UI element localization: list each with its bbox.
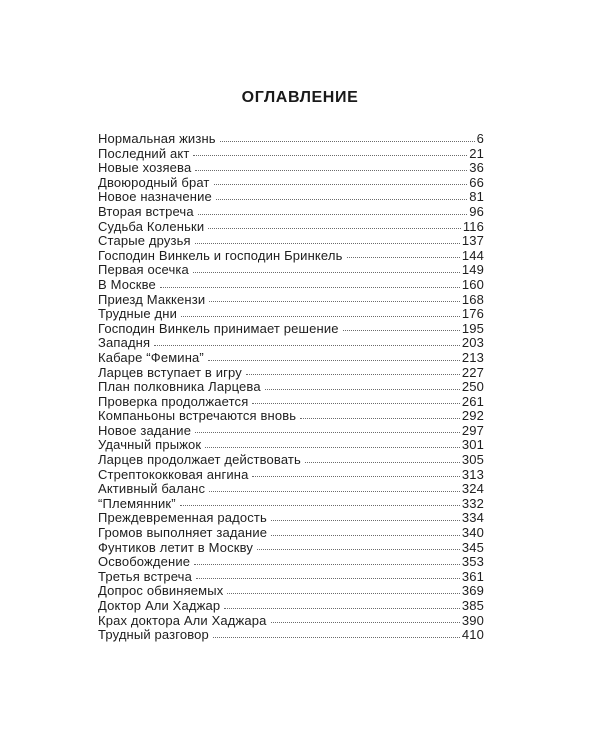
toc-entry xyxy=(98,511,484,526)
toc-entry xyxy=(98,322,484,337)
toc-entry-title: Допрос обвиняемых xyxy=(98,583,224,599)
table-of-contents xyxy=(98,132,484,643)
toc-entry-title: Судьба Коленьки xyxy=(98,218,205,234)
dot-leader xyxy=(194,563,460,565)
toc-entry xyxy=(98,614,484,629)
toc-entry-page-number: 385 xyxy=(461,598,484,613)
toc-entry-page-number: 213 xyxy=(461,349,484,365)
dot-leader xyxy=(271,534,460,536)
toc-entry xyxy=(98,482,484,497)
toc-entry-title: Господин Винкель принимает решение xyxy=(98,320,339,336)
toc-entry-title: В Москве xyxy=(98,276,156,292)
dot-leader xyxy=(252,402,459,404)
toc-entry-page-number: 345 xyxy=(461,539,484,555)
toc-entry xyxy=(98,307,484,322)
toc-entry-title: Новое задание xyxy=(98,422,192,438)
toc-entry-title: Освобождение xyxy=(98,554,191,570)
dot-leader xyxy=(195,431,460,433)
toc-entry xyxy=(98,438,484,453)
dot-leader xyxy=(154,344,460,346)
dot-leader xyxy=(180,504,460,506)
dot-leader xyxy=(271,621,460,623)
dot-leader xyxy=(214,183,468,185)
dot-leader xyxy=(224,607,460,609)
toc-entry xyxy=(98,555,484,570)
toc-entry-title: Первая осечка xyxy=(98,262,189,278)
dot-leader xyxy=(347,256,460,258)
toc-entry-title: Крах доктора Али Хаджара xyxy=(98,612,267,628)
toc-entry xyxy=(98,263,484,278)
toc-entry-title: Стрептококковая ангина xyxy=(98,466,249,482)
dot-leader xyxy=(209,490,460,492)
toc-entry-title: Третья встреча xyxy=(98,568,192,584)
toc-entry xyxy=(98,409,484,424)
toc-entry-title: Двоюродный брат xyxy=(98,174,210,190)
toc-entry xyxy=(98,147,484,162)
toc-entry xyxy=(98,570,484,585)
toc-entry-page-number: 301 xyxy=(461,437,484,453)
toc-entry-page-number: 332 xyxy=(461,495,484,511)
toc-entry xyxy=(98,526,484,541)
toc-entry-title: Господин Винкель и господин Бринкель xyxy=(98,247,343,263)
toc-entry-page-number: 176 xyxy=(461,306,484,322)
toc-entry-page-number: 66 xyxy=(469,174,484,190)
toc-entry-title: Активный баланс xyxy=(98,481,206,497)
toc-entry-title: Нормальная жизнь xyxy=(98,131,216,146)
toc-entry-title: Новое назначение xyxy=(98,189,212,205)
toc-entry xyxy=(98,161,484,176)
toc-entry-page-number: 390 xyxy=(461,612,484,628)
toc-entry-title: Доктор Али Хаджар xyxy=(98,598,221,613)
toc-entry-title: Последний акт xyxy=(98,145,190,161)
toc-entry xyxy=(98,395,484,410)
toc-entry-page-number: 168 xyxy=(461,291,484,307)
toc-entry-title: Проверка продолжается xyxy=(98,393,249,409)
toc-entry-title: Приезд Маккензи xyxy=(98,291,206,307)
toc-entry-title: Старые друзья xyxy=(98,233,191,249)
dot-leader xyxy=(198,213,468,215)
toc-entry xyxy=(98,220,484,235)
toc-entry-page-number: 305 xyxy=(461,452,484,468)
toc-entry-page-number: 410 xyxy=(461,627,484,643)
toc-entry xyxy=(98,366,484,381)
toc-entry-title: Громов выполняет задание xyxy=(98,525,268,541)
toc-entry-page-number: 361 xyxy=(461,568,484,584)
toc-entry xyxy=(98,497,484,512)
dot-leader xyxy=(195,242,460,244)
dot-leader xyxy=(196,577,460,579)
dot-leader xyxy=(213,636,460,638)
toc-entry-page-number: 292 xyxy=(461,408,484,424)
dot-leader xyxy=(208,359,460,361)
toc-entry-page-number: 334 xyxy=(461,510,484,526)
toc-entry-page-number: 96 xyxy=(469,203,484,219)
toc-entry-page-number: 203 xyxy=(461,335,484,351)
toc-entry xyxy=(98,453,484,468)
dot-leader xyxy=(252,475,459,477)
toc-entry-title: Трудный разговор xyxy=(98,627,209,643)
toc-entry xyxy=(98,380,484,395)
toc-entry-page-number: 297 xyxy=(461,422,484,438)
toc-entry xyxy=(98,541,484,556)
toc-entry-page-number: 81 xyxy=(469,189,484,205)
dot-leader xyxy=(208,227,461,229)
toc-entry xyxy=(98,584,484,599)
toc-entry-page-number: 313 xyxy=(461,466,484,482)
toc-entry-title: Фунтиков летит в Москву xyxy=(98,539,254,555)
toc-entry-page-number: 353 xyxy=(461,554,484,570)
dot-leader xyxy=(220,140,475,142)
toc-entry-title: Ларцев вступает в игру xyxy=(98,364,242,380)
toc-entry-page-number: 324 xyxy=(461,481,484,497)
toc-entry-page-number: 227 xyxy=(461,364,484,380)
toc-entry xyxy=(98,249,484,264)
toc-entry-title: Удачный прыжок xyxy=(98,437,202,453)
dot-leader xyxy=(209,300,460,302)
toc-entry xyxy=(98,176,484,191)
dot-leader xyxy=(271,519,460,521)
dot-leader xyxy=(193,154,467,156)
toc-entry xyxy=(98,599,484,614)
toc-entry-title: Ларцев продолжает действовать xyxy=(98,452,301,468)
toc-entry-title: Компаньоны встречаются вновь xyxy=(98,408,297,424)
toc-entry xyxy=(98,336,484,351)
toc-entry-title: Западня xyxy=(98,335,151,351)
toc-entry-title: План полковника Ларцева xyxy=(98,379,261,395)
toc-entry-page-number: 261 xyxy=(461,393,484,409)
dot-leader xyxy=(193,271,460,273)
dot-leader xyxy=(195,169,467,171)
toc-entry-title: Кабаре “Фемина” xyxy=(98,349,204,365)
toc-entry xyxy=(98,205,484,220)
toc-entry-page-number: 21 xyxy=(469,145,484,161)
toc-entry-page-number: 250 xyxy=(461,379,484,395)
dot-leader xyxy=(227,592,459,594)
toc-entry xyxy=(98,132,484,147)
dot-leader xyxy=(265,388,460,390)
toc-entry xyxy=(98,351,484,366)
dot-leader xyxy=(181,315,460,317)
toc-entry-page-number: 160 xyxy=(461,276,484,292)
toc-entry-page-number: 6 xyxy=(476,131,484,146)
toc-entry-page-number: 137 xyxy=(461,233,484,249)
toc-entry-title: “Племянник” xyxy=(98,495,176,511)
toc-entry-page-number: 144 xyxy=(461,247,484,263)
toc-entry-title: Трудные дни xyxy=(98,306,177,322)
toc-entry xyxy=(98,234,484,249)
dot-leader xyxy=(205,446,460,448)
toc-entry-title: Вторая встреча xyxy=(98,203,194,219)
toc-entry xyxy=(98,424,484,439)
toc-entry-page-number: 340 xyxy=(461,525,484,541)
dot-leader xyxy=(300,417,460,419)
toc-entry xyxy=(98,190,484,205)
toc-entry-title: Преждевременная радость xyxy=(98,510,267,526)
toc-entry xyxy=(98,468,484,483)
dot-leader xyxy=(343,329,460,331)
toc-entry-title: Новые хозяева xyxy=(98,160,192,176)
toc-entry xyxy=(98,278,484,293)
toc-entry-page-number: 149 xyxy=(461,262,484,278)
toc-entry-page-number: 195 xyxy=(461,320,484,336)
toc-entry-page-number: 369 xyxy=(461,583,484,599)
dot-leader xyxy=(257,548,460,550)
dot-leader xyxy=(216,198,467,200)
toc-entry-page-number: 116 xyxy=(462,218,484,234)
dot-leader xyxy=(305,461,460,463)
dot-leader xyxy=(160,286,460,288)
dot-leader xyxy=(246,373,460,375)
contents-heading: ОГЛАВЛЕНИЕ xyxy=(241,89,359,106)
toc-entry-page-number: 36 xyxy=(469,160,484,176)
toc-entry xyxy=(98,628,484,643)
toc-entry xyxy=(98,293,484,308)
